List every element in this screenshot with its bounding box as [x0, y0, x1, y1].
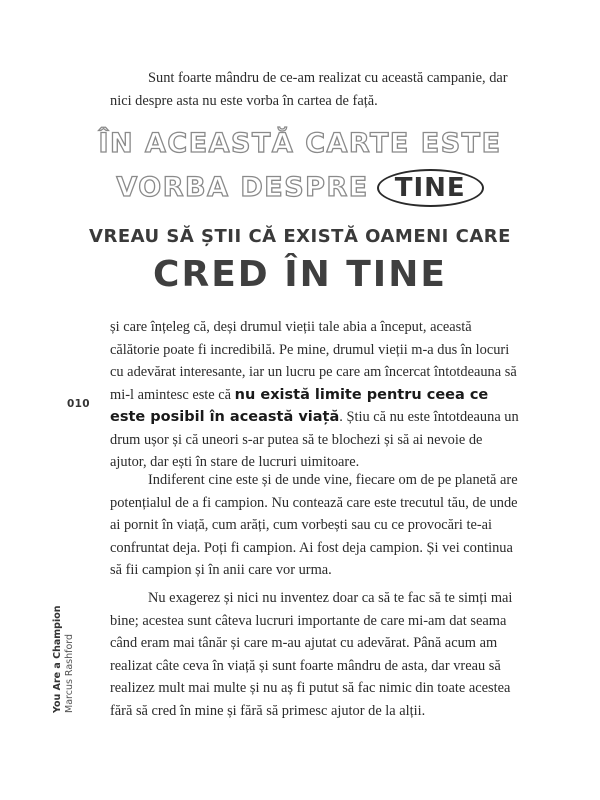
paragraph-2-text: Indiferent cine este și de unde vine, fiecare om de pe planetă are potențialul de a fi campion. Nu contează care este trecutul tău, de unde ai pornit în viață, cum arăți, cum vorbești sau cu ce provocări te-ai confruntat deja. Poți fi campion. Ai fost deja campion. Și vei continua să fii campion și în anii care vor urma. [110, 472, 518, 578]
paragraph-1-text [110, 316, 522, 474]
circled-word-tine: TINE [377, 169, 484, 207]
book-title: You Are a Champion [52, 605, 63, 713]
intro-text: Sunt foarte mândru de ce-am realizat cu această campanie, dar nici despre asta nu este vorba în cartea de față. [110, 70, 508, 109]
headline-line-3: VREAU SĂ ȘTII CĂ EXISTĂ OAMENI CARE [89, 226, 511, 247]
headline-line-4: CRED ÎN TINE [153, 254, 447, 295]
intro-paragraph [110, 67, 522, 112]
paragraph-1-before-bold: și care înțeleg că, deși drumul vieții tale abia a început, această călătorie poate fi incredibilă. Pe mine, drumul vieții m-a dus în locuri cu adevărat interesante, iar un lucru pe care am încercat întotdeauna să mi-l amintesc este că [110, 319, 517, 403]
paragraph-3-text: Nu exagerez și nici nu inventez doar ca să te fac să te simți mai bine; acestea sunt câteva lucruri importante de care mi-am dat seama când eram mai tânăr și care m-au ajutat cu adevărat. Până acum am realizat câte ceva în viață și sunt foarte mândru de asta, dar vreau să realizez mult mai multe și nu aș fi putut să fac nimic din toate acestea fără să cred în mine și fără să primesc ajutor de la alții. [110, 590, 513, 719]
paragraph-3 [110, 587, 522, 722]
headline-line-2-prefix: VORBA DESPRE [116, 172, 369, 203]
running-footer [52, 605, 76, 713]
book-author: Marcus Rashford [64, 633, 75, 713]
paragraph-1 [110, 316, 522, 474]
headline-line-2 [0, 168, 600, 208]
paragraph-2 [110, 469, 522, 582]
headline-line-1: ÎN ACEASTĂ CARTE ESTE [98, 128, 502, 159]
page-number: 010 [67, 398, 90, 410]
paragraph-1-after-bold: . Știu că nu este întotdeauna un drum ușor și că uneori s-ar putea să te blochezi și să ai nevoie de ajutor, dar ești în stare de lucruri uimitoare. [110, 409, 519, 470]
paragraph-1-bold: nu există limite pentru ceea ce este posibil în această viață [110, 386, 489, 425]
